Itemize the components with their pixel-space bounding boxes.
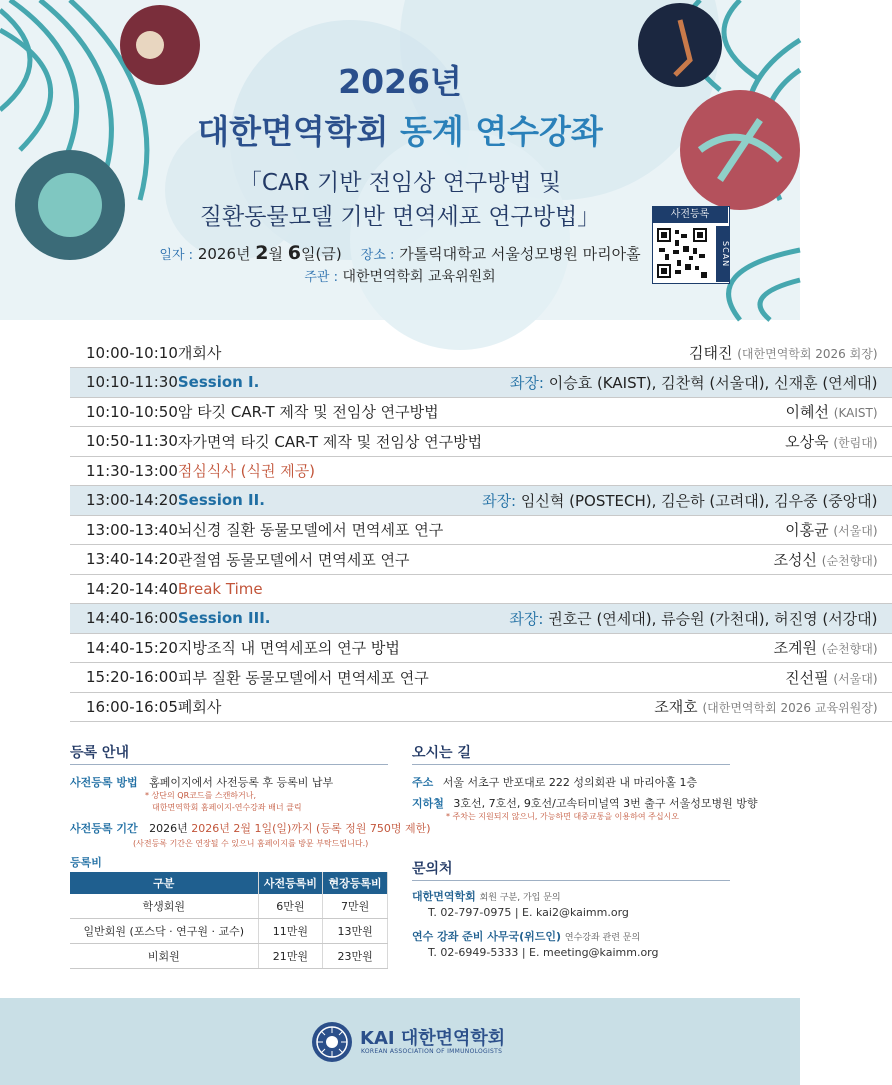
schedule-row <box>70 427 892 457</box>
schedule-row <box>70 397 892 427</box>
divider <box>70 764 388 765</box>
fee-row <box>70 919 388 944</box>
contact-org-1 <box>412 888 561 904</box>
chairs: 이승효 (KAIST), 김찬혁 (서울대), 신재훈 (연세대) <box>548 373 878 392</box>
schedule-row <box>70 515 892 545</box>
date-month: 2 <box>255 242 269 264</box>
title: 자가면역 타깃 CAR-T 제작 및 전임상 연구방법 <box>177 432 483 451</box>
chair-label: 좌장: <box>509 373 544 392</box>
fee-cell: 비회원 <box>70 944 258 969</box>
title-accent: 동계 연수강좌 <box>400 112 603 151</box>
reg-period-note: (사전등록 기간은 연장될 수 있으니 홈페이지를 방문 부탁드립니다.) <box>133 839 369 848</box>
break-row <box>70 574 892 604</box>
schedule-row <box>70 633 892 663</box>
session-row <box>70 368 892 398</box>
title: 피부 질환 동물모델에서 면역세포 연구 <box>177 668 429 687</box>
title: 지방조직 내 면역세포의 연구 방법 <box>177 639 400 658</box>
reg-method-key: 사전등록 방법 <box>70 776 138 789</box>
fee-cell: 학생회원 <box>70 894 258 919</box>
date-suffix: 일(금) <box>301 245 342 263</box>
time: 14:20-14:40 <box>86 579 178 598</box>
address <box>412 774 697 790</box>
speaker: 조계원 <box>773 639 817 658</box>
date-label: 일자 : <box>159 248 194 263</box>
speaker-affil: (KAIST) <box>833 406 878 421</box>
time: 14:40-16:00 <box>86 609 178 628</box>
host-label: 주관 : <box>304 270 338 285</box>
contact-org-2 <box>412 928 640 944</box>
title: 뇌신경 질환 동물모델에서 면역세포 연구 <box>177 521 444 540</box>
contact-heading: 문의처 <box>412 861 453 877</box>
chair-label: 좌장: <box>509 609 544 628</box>
speaker-affil: (서울대) <box>833 524 878 539</box>
reg-period-prefix: 2026년 <box>149 822 188 835</box>
org2-note: 연수강좌 관련 문의 <box>564 933 641 943</box>
speaker-affil: (순천향대) <box>821 642 878 657</box>
fee-cell: 21만원 <box>258 944 323 969</box>
directions-heading: 오시는 길 <box>412 745 471 761</box>
reg-period-value: 2026년 2월 1일(일)까지 (등록 정원 750명 제한) <box>191 822 431 835</box>
fee-header: 구분 <box>70 872 258 894</box>
subway-value: 3호선, 7호선, 9호선/고속터미널역 3번 출구 서울성모병원 방향 <box>453 797 758 810</box>
date-prefix: 2026년 <box>197 245 251 263</box>
fee-header: 사전등록비 <box>258 872 323 894</box>
speaker-affil: (대한면역학회 2026 회장) <box>737 347 878 361</box>
title: 암 타깃 CAR-T 제작 및 전임상 연구방법 <box>177 403 439 422</box>
speaker: 이혜선 <box>785 403 830 422</box>
reg-method-value: 홈페이지에서 사전등록 후 등록비 납부 <box>149 776 334 789</box>
fee-header: 현장등록비 <box>323 872 388 894</box>
parking-note: * 주차는 지원되지 않으니, 가능하면 대중교통을 이용하여 주십시오 <box>446 812 679 821</box>
fee-row <box>70 944 388 969</box>
time: 10:10-11:30 <box>86 373 178 392</box>
reg-method <box>70 774 333 790</box>
subtitle-line-2: 질환동물모델 기반 면역세포 연구방법」 <box>199 204 601 230</box>
speaker: 오상욱 <box>785 432 829 451</box>
reg-method-note-1: * 상단의 QR코드를 스캔하거나, <box>145 791 257 800</box>
session-row <box>70 604 892 634</box>
speaker: 진선필 <box>785 668 829 687</box>
host: 대한면역학회 교육위원회 <box>342 269 496 285</box>
event-year: 2026년 <box>338 62 462 101</box>
scan-label: SCAN <box>716 226 730 282</box>
reg-period <box>70 820 431 836</box>
org1-contact[interactable]: T. 02-797-0975 | E. kai2@kaimm.org <box>428 906 629 919</box>
title: 개회사 <box>177 344 222 362</box>
subway-key: 지하철 <box>412 797 444 810</box>
time: 13:40-14:20 <box>86 550 178 569</box>
schedule-table <box>70 338 892 722</box>
time: 13:00-13:40 <box>86 520 178 539</box>
registration-heading: 등록 안내 <box>70 745 129 761</box>
time: 13:00-14:20 <box>86 491 178 510</box>
chairs: 권호근 (연세대), 류승원 (가천대), 허진영 (서강대) <box>548 609 878 628</box>
schedule-row <box>70 545 892 575</box>
kai-logo-text: KAI 대한면역학회 <box>360 1028 506 1049</box>
org1-name: 대한면역학회 <box>412 890 476 903</box>
speaker-affil: (한림대) <box>833 435 878 450</box>
kai-logo-icon <box>312 1022 352 1062</box>
session-title: Session III. <box>177 609 271 628</box>
session-title: Session II. <box>177 491 265 510</box>
speaker: 김태진 <box>688 344 733 362</box>
speaker: 조성신 <box>773 550 817 569</box>
time: 16:00-16:05 <box>86 697 178 716</box>
title: 관절염 동물모델에서 면역세포 연구 <box>177 550 410 569</box>
event-title <box>0 106 800 153</box>
break-row <box>70 456 892 486</box>
reg-method-note-2: 대한면역학회 홈페이지-연수강좌 배너 클릭 <box>152 803 302 812</box>
date-mid: 월 <box>268 245 283 263</box>
speaker: 이홍균 <box>785 521 829 540</box>
speaker-affil: (서울대) <box>833 671 878 686</box>
venue-label: 장소 : <box>360 248 395 263</box>
chairs: 임신혁 (POSTECH), 김은하 (고려대), 김우중 (중앙대) <box>520 491 878 510</box>
session-title: Session I. <box>177 373 260 392</box>
break-title: Break Time <box>177 579 263 598</box>
divider <box>412 764 730 765</box>
kai-logo-sub: KOREAN ASSOCIATION OF IMMUNOLOGISTS <box>361 1048 503 1055</box>
org1-note: 회원 구분, 가입 문의 <box>479 893 561 903</box>
time: 10:10-10:50 <box>86 402 178 421</box>
divider <box>412 880 730 881</box>
time: 10:00-10:10 <box>86 343 178 362</box>
break-title: 점심식사 (식권 제공) <box>177 462 316 481</box>
speaker-affil: (대한면역학회 2026 교육위원장) <box>702 701 878 716</box>
org2-name: 연수 강좌 준비 사무국(위드인) <box>412 930 562 943</box>
title-prefix: 대한면역학회 <box>197 112 389 151</box>
speaker: 조재호 <box>654 698 698 717</box>
hero-banner <box>0 0 800 320</box>
address-key: 주소 <box>412 776 434 789</box>
speaker-affil: (순천향대) <box>821 553 878 568</box>
fee-cell: 6만원 <box>258 894 323 919</box>
fee-cell: 13만원 <box>323 919 388 944</box>
subway <box>412 795 757 811</box>
time: 10:50-11:30 <box>86 432 178 451</box>
fee-cell: 7만원 <box>323 894 388 919</box>
fee-heading: 등록비 <box>70 856 102 869</box>
schedule-row <box>70 338 892 368</box>
time: 14:40-15:20 <box>86 638 178 657</box>
chair-label: 좌장: <box>482 491 517 510</box>
fee-row <box>70 894 388 919</box>
fee-cell: 11만원 <box>258 919 323 944</box>
session-row <box>70 486 892 516</box>
qr-label: 사전등록 <box>652 206 728 223</box>
time: 15:20-16:00 <box>86 668 178 687</box>
venue: 가톨릭대학교 서울성모병원 마리아홀 <box>399 245 641 263</box>
fee-table <box>70 872 388 969</box>
title: 폐회사 <box>177 698 222 717</box>
time: 11:30-13:00 <box>86 461 178 480</box>
subtitle-line-1: 「CAR 기반 전임상 연구방법 및 <box>238 170 562 196</box>
date-day: 6 <box>287 242 302 264</box>
org2-contact[interactable]: T. 02-6949-5333 | E. meeting@kaimm.org <box>428 946 659 959</box>
reg-period-key: 사전등록 기간 <box>70 822 138 835</box>
address-value: 서울 서초구 반포대로 222 성의회관 내 마리아홀 1층 <box>442 776 698 789</box>
qr-code-icon[interactable] <box>657 228 707 278</box>
fee-cell: 23만원 <box>323 944 388 969</box>
schedule-row <box>70 663 892 693</box>
schedule-row <box>70 692 892 722</box>
fee-cell: 일반회원 (포스닥 · 연구원 · 교수) <box>70 919 258 944</box>
